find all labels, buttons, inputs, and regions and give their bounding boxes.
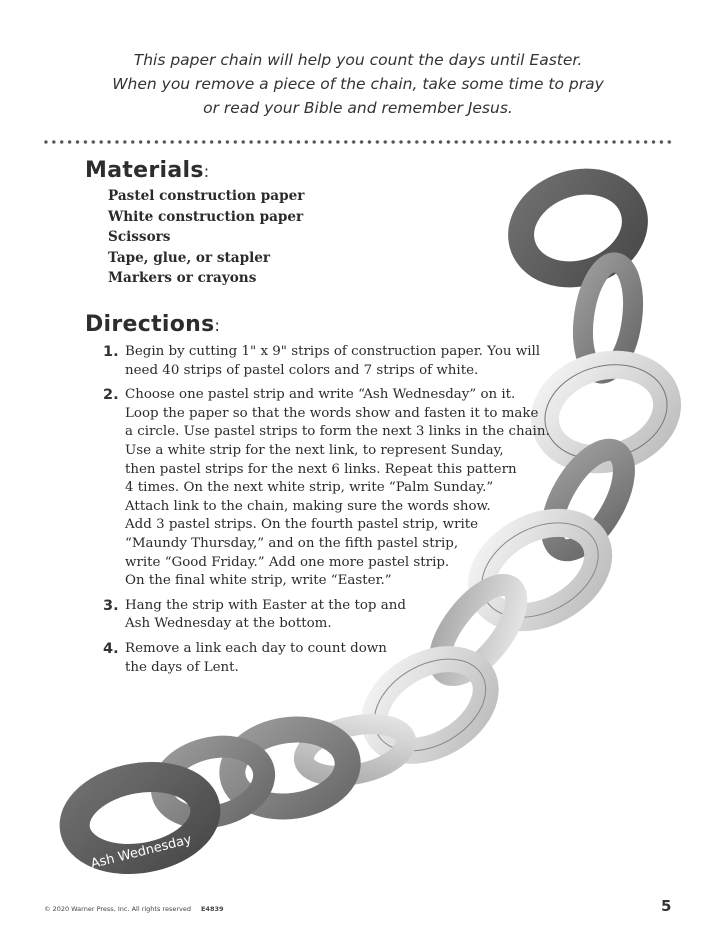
step-number: 2. bbox=[103, 387, 119, 404]
step-line: Remove a link each day to count down bbox=[125, 640, 387, 656]
step-line: 4 times. On the next white strip, write “Palm Sunday.” bbox=[125, 480, 494, 496]
product-code: E4839 bbox=[200, 905, 224, 913]
intro-line: This paper chain will help you count the days until Easter. bbox=[133, 51, 583, 69]
step-line: Add 3 pastel strips. On the fourth pastel strip, write bbox=[125, 517, 479, 533]
list-item: Scissors bbox=[108, 229, 171, 245]
step-line: Use a white strip for the next link, to represent Sunday, bbox=[125, 442, 504, 458]
list-item: Pastel construction paper bbox=[108, 188, 305, 204]
directions-heading-text: Directions bbox=[85, 312, 215, 337]
step-line: Ash Wednesday at the bottom. bbox=[125, 616, 332, 632]
direction-step bbox=[103, 386, 550, 591]
step-line: need 40 strips of pastel colors and 7 strips of white. bbox=[125, 362, 479, 378]
step-line: “Maundy Thursday,” and on the fifth pastel strip, bbox=[125, 535, 459, 551]
direction-step bbox=[103, 640, 550, 677]
list-item: Tape, glue, or stapler bbox=[108, 249, 271, 266]
intro-line: or read your Bible and remember Jesus. bbox=[203, 99, 513, 117]
page-number: 5 bbox=[661, 897, 672, 915]
step-line: Choose one pastel strip and write “Ash Wednesday” on it. bbox=[125, 387, 516, 403]
step-line: Begin by cutting 1" x 9" strips of construction paper. You will bbox=[125, 344, 541, 359]
step-line: the days of Lent. bbox=[125, 659, 239, 675]
step-number: 4. bbox=[103, 640, 119, 657]
list-item: Markers or crayons bbox=[108, 270, 257, 286]
materials-heading bbox=[85, 158, 209, 183]
directions-heading-colon: : bbox=[214, 316, 221, 335]
step-line: On the final white strip, write “Easter.” bbox=[125, 573, 392, 589]
chain-label: Ash Wednesday bbox=[89, 832, 194, 872]
step-line: Loop the paper so that the words show and fasten it to make bbox=[125, 405, 539, 421]
step-line: write “Good Friday.” Add one more pastel strip. bbox=[125, 554, 450, 570]
copyright-text: © 2020 Warner Press, Inc. All rights reserved bbox=[44, 905, 191, 913]
directions-heading bbox=[85, 312, 220, 337]
footer-copyright bbox=[44, 905, 224, 913]
step-line: Attach link to the chain, making sure the words show. bbox=[125, 498, 491, 514]
step-number: 1. bbox=[103, 344, 119, 360]
step-number: 3. bbox=[103, 597, 119, 614]
step-line: then pastel strips for the next 6 links. Repeat this pattern bbox=[125, 461, 517, 477]
directions-list bbox=[103, 343, 550, 683]
materials-list bbox=[108, 186, 304, 289]
list-item: White construction paper bbox=[108, 208, 304, 225]
step-line: Hang the strip with Easter at the top and bbox=[125, 597, 406, 613]
materials-heading-colon: : bbox=[203, 162, 210, 181]
direction-step bbox=[103, 597, 550, 634]
materials-heading-text: Materials bbox=[85, 158, 204, 183]
intro-line: When you remove a piece of the chain, take some time to pray bbox=[112, 75, 604, 93]
direction-step bbox=[103, 343, 550, 380]
step-line: a circle. Use pastel strips to form the next 3 links in the chain. bbox=[125, 424, 550, 440]
